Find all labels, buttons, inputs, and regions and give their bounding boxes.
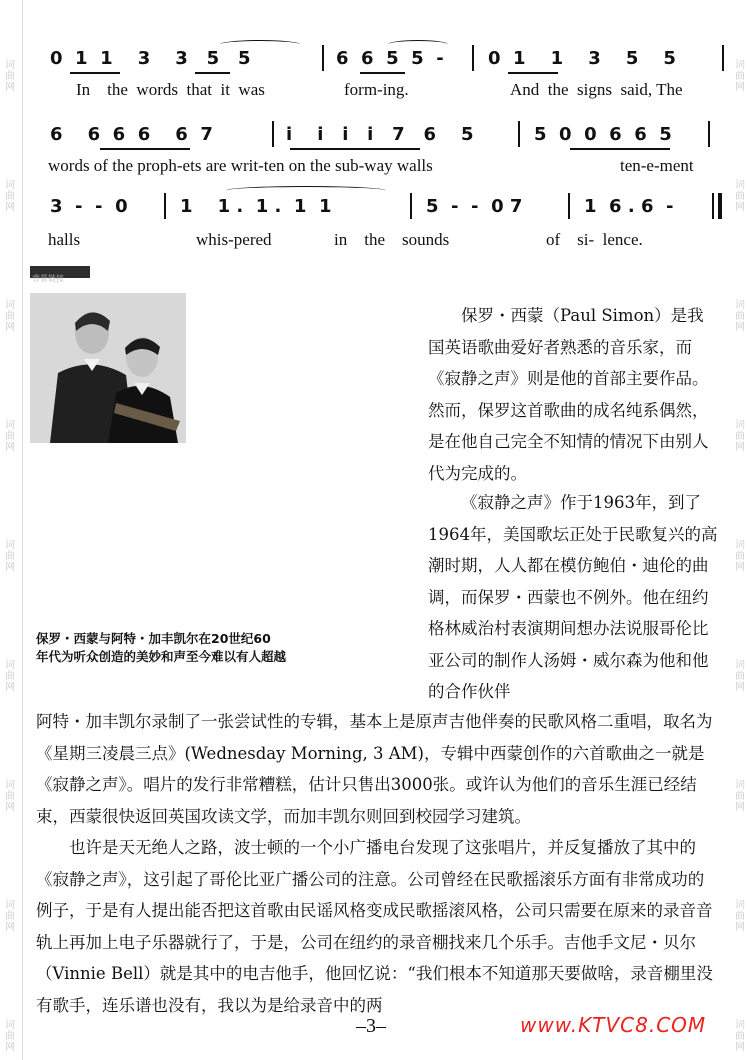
right-watermark-strip bbox=[728, 0, 750, 1060]
barline bbox=[568, 193, 570, 219]
score-row-3-lyrics-c: in the sounds bbox=[334, 230, 450, 249]
paragraph-1: 保罗・西蒙（Paul Simon）是我国英语歌曲爱好者熟悉的音乐家，而《寂静之声》则是他的首部主要作品。然而，保罗这首歌曲的成名纯系偶然，是在他自己完全不知情的情况下由别人代为完成的。 bbox=[428, 306, 709, 483]
watermark-mark: 词 曲 网 bbox=[5, 60, 15, 93]
beam-underline bbox=[570, 148, 670, 150]
page-number: –3– bbox=[356, 1015, 386, 1037]
beam-underline bbox=[195, 72, 230, 74]
paragraph-3: 阿特・加丰凯尔录制了一张尝试性的专辑，基本上是原声吉他伴奏的民歌风格二重唱，取名为《星期三凌晨三点》(Wednesday Morning, 3 AM)，专辑中西蒙创作的六首歌曲之一就是《寂静之声》。唱片的发行非常糟糕，估计只售出3000张。或许认为他们的音乐生涯已经结束，西蒙很快返回英国攻读文学，而加丰凯尔则回到校园学习建筑。 bbox=[36, 712, 713, 826]
duo-photo-art bbox=[30, 293, 186, 443]
score-row-3-lyrics-b: whis-pered bbox=[196, 230, 272, 249]
barline bbox=[410, 193, 412, 219]
score-row-2-notes-a: 6 6 6 6 6 7 bbox=[50, 124, 213, 145]
watermark-mark: 词 曲 网 bbox=[735, 1020, 745, 1053]
barline bbox=[164, 193, 166, 219]
watermark-mark: 词 曲 网 bbox=[5, 900, 15, 933]
score-row-1-lyrics-c: And the signs said, The bbox=[510, 80, 683, 99]
beam-underline bbox=[290, 148, 420, 150]
watermark-mark: 词 曲 网 bbox=[735, 60, 745, 93]
left-watermark-strip bbox=[0, 0, 23, 1060]
watermark-mark: 词 曲 网 bbox=[5, 1020, 15, 1053]
score-row-3-notes-c: 5 - - 0 7 bbox=[426, 196, 523, 217]
watermark-mark: 词 曲 网 bbox=[5, 420, 15, 453]
watermark-mark: 词 曲 网 bbox=[5, 660, 15, 693]
score-row-2-lyrics-a: words of the proph-ets are writ-ten on the sub-way walls bbox=[48, 156, 433, 175]
watermark-mark: 词 曲 网 bbox=[5, 540, 15, 573]
watermark-mark: 词 曲 网 bbox=[5, 180, 15, 213]
watermark-mark: 词 曲 网 bbox=[5, 780, 15, 813]
watermark-mark: 词 曲 网 bbox=[735, 180, 745, 213]
paragraph-4: 也许是天无绝人之路，波士顿的一个小广播电台发现了这张唱片，并反复播放了其中的《寂静之声》，这引起了哥伦比亚广播公司的注意。公司曾经在民歌摇滚乐方面有非常成功的例子，于是有人提出能否把这首歌由民谣风格变成民歌摇滚风格，公司只需要在原来的录音音轨上再加上电子乐器就行了，于是，公司在纽约的录音棚找来几个乐手。吉他手文尼・贝尔（Vinnie Bell）就是其中的电吉他手，他回忆说：“我们根本不知道那天要做啥，录音棚里没有歌手，连乐谱也没有，我以为是给录音中的两 bbox=[36, 838, 713, 1015]
photo-tag bbox=[30, 266, 90, 283]
score-row-3-notes-d: 1 6 . 6 - bbox=[584, 196, 674, 217]
score-row-3-notes-b: 1 1 . 1 . 1 1 bbox=[180, 196, 332, 217]
barline bbox=[708, 121, 710, 147]
watermark-mark: 词 曲 网 bbox=[735, 780, 745, 813]
end-barline bbox=[718, 193, 722, 219]
paragraph-2: 《寂静之声》作于1963年，到了1964年，美国歌坛正处于民歌复兴的高潮时期，人人都在模仿鲍伯・迪伦的曲调，而保罗・西蒙也不例外。他在纽约格林威治村表演期间想办法说服哥伦比亚公司的制作人汤姆・威尔森为他和他的合作伙伴 bbox=[428, 493, 718, 701]
score-row-2-notes-c: 5 0 0 6 6 5 bbox=[534, 124, 672, 145]
score-row-1-lyrics-a: In the words that it was bbox=[76, 80, 265, 99]
caption-line-2: 年代为听众创造的美妙和声至今难以有人超越 bbox=[36, 649, 287, 664]
score-row-1-lyrics-b: form-ing. bbox=[344, 80, 409, 99]
end-barline bbox=[712, 193, 714, 219]
score-row-3-lyrics-d: of si- lence. bbox=[546, 230, 643, 249]
barline bbox=[518, 121, 520, 147]
watermark-mark: 词 曲 网 bbox=[735, 300, 745, 333]
slur bbox=[226, 186, 386, 195]
barline bbox=[722, 45, 724, 71]
duo-photo bbox=[30, 293, 186, 443]
barline bbox=[472, 45, 474, 71]
photo-caption bbox=[36, 630, 366, 666]
watermark-mark: 词 曲 网 bbox=[735, 420, 745, 453]
score-row-2-notes-b: i i i i 7 6 5 bbox=[286, 124, 474, 145]
score-row-1-notes-c: 0 1 1 3 5 5 bbox=[488, 48, 676, 69]
barline bbox=[272, 121, 274, 147]
score-row-1-notes-b: 6 6 5 5 - bbox=[336, 48, 444, 69]
watermark-mark: 词 曲 网 bbox=[735, 900, 745, 933]
site-watermark: www.KTVC8.COM bbox=[520, 1013, 707, 1037]
barline bbox=[322, 45, 324, 71]
watermark-mark: 词 曲 网 bbox=[735, 540, 745, 573]
score-row-3-lyrics-a: halls bbox=[48, 230, 81, 249]
score-row-2-lyrics-c: ten-e-ment bbox=[620, 156, 694, 175]
caption-line-1: 保罗・西蒙与阿特・加丰凯尔在20世纪60 bbox=[36, 631, 271, 646]
watermark-mark: 词 曲 网 bbox=[5, 300, 15, 333]
slur bbox=[220, 40, 300, 49]
beam-underline bbox=[70, 72, 120, 74]
photo-tag-label: 背景链接 bbox=[32, 274, 64, 283]
beam-underline bbox=[360, 72, 405, 74]
watermark-mark: 词 曲 网 bbox=[735, 660, 745, 693]
score-row-3-notes-a: 3 - - 0 bbox=[50, 196, 128, 217]
beam-underline bbox=[508, 72, 558, 74]
score-row-1-notes-a: 0 1 1 3 3 5 5 bbox=[50, 48, 264, 69]
slur bbox=[388, 40, 448, 49]
beam-underline bbox=[100, 148, 190, 150]
